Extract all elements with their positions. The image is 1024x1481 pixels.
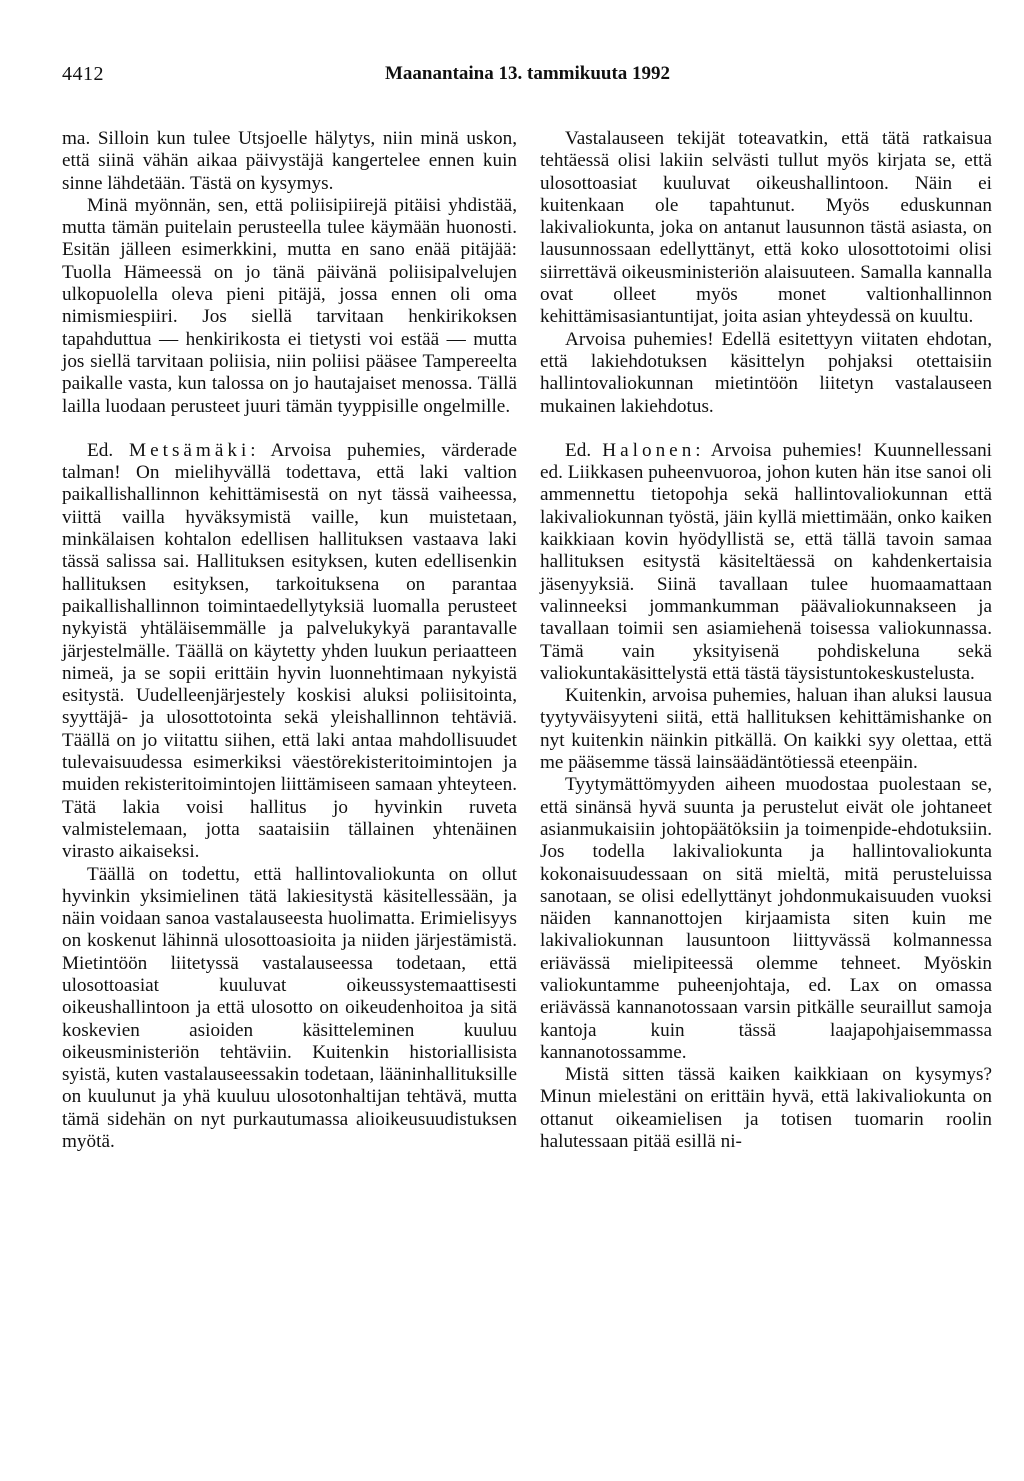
speaker-prefix: Ed. (565, 439, 592, 461)
speaker-name: Metsämäki (129, 439, 251, 461)
speech-paragraph (540, 440, 992, 685)
speaker-separator: : (250, 439, 256, 461)
speaker-separator: : (695, 439, 701, 461)
paragraph: Täällä on todettu, että hallintovaliokunta on ollut hyvinkin yksimielinen tätä lakiesitystä käsitellessään, ja näin voidaan sanoa vastalauseesta huolimatta. Erimielisyys on koskenut lähinnä ulosottoasioita ja niiden järjestämistä. Mietintöön liitetyssä vastalauseessa todetaan, että ulosottoasiat kuuluvat oikeussystemaattisesti oikeushallintoon ja että ulosotto on oikeudenhoitoa ja sitä koskevien asioiden käsitteleminen kuuluu oikeusministeriön tehtäviin. Kuitenkin historiallisista syistä, kuten vastalauseessakin todetaan, lääninhallituksille on kuulunut ja yhä kuuluu ulosotonhaltijan tehtävä, mutta tämä sidehän on nyt purkautumassa alioikeusuudistuksen myötä. (62, 863, 517, 1153)
paragraph: Vastalauseen tekijät toteavatkin, että tätä ratkaisua tehtäessä olisi lakiin selvästi tullut myös kirjata se, että ulosottoasiat kuuluvat oikeushallintoon. Näin ei kuitenkaan ole tapahtunut. Myös eduskunnan lakivaliokunta, joka on antanut lausunnon tästä asiasta, on lausunnossaan edellyttänyt, että koko ulosottotoimi olisi siirrettävä oikeusministeriön alaisuuteen. Samalla kannalla ovat olleet myös monet valtionhallinnon kehittämisasiantuntijat, joita asian yhteydessä on kuultu. (540, 128, 992, 328)
right-column (540, 128, 992, 1153)
paragraph: Arvoisa puhemies! Edellä esitettyyn viitaten ehdotan, että lakiehdotuksen käsittelyn pohjaksi otettaisiin hallintovaliokunnan mietintöön liitetyn vastalauseen mukainen lakiehdotus. (540, 328, 992, 417)
paragraph: ma. Silloin kun tulee Utsjoelle hälytys, niin minä uskon, että siinä vähän aikaa päivystäjä kangertelee ennen kuin sinne lähdetään. Tästä on kysymys. (62, 128, 517, 194)
speaker-prefix: Ed. (87, 439, 114, 461)
page-header-title: Maanantaina 13. tammikuuta 1992 (385, 63, 671, 84)
speech-paragraph (62, 440, 517, 864)
speech-text: Arvoisa puhemies! Kuunnellessani ed. Liikkasen puheenvuoroa, johon kuten hän itse sanoi oli ammennettu tietopohja sekä hallintovaliokunnan että lakivaliokunnan työstä, jäin kyllä miettimään, onko kaiken kaikkiaan kovin hyödyllistä se, että tällä tavoin samaa hallituksen esitystä käsiteltäessä on kahdenkertaisia jäsenyyksiä. Siinä tavallaan tulee huomaamattaan valinneeksi jommankumman päävaliokunnakseen ja tavallaan toimii sen asiamiehenä toisessa valiokunnassa. Tämä vain yksityisenä pohdiskeluna sekä valiokuntakäsittelystä että tästä täysistuntokeskustelusta. (540, 439, 992, 684)
speaker-name: Halonen (602, 439, 696, 461)
paragraph: Kuitenkin, arvoisa puhemies, haluan ihan aluksi lausua tyytyväisyyteni siitä, että hallituksen kehittämishanke on nyt kuitenkin näinkin pitkällä. On kaikki syy olettaa, että me pääsemme tässä lainsäädäntötiessä eteenpäin. (540, 685, 992, 774)
page-number: 4412 (62, 63, 104, 85)
paragraph: Tyytymättömyyden aiheen muodostaa puolestaan se, että sinänsä hyvä suunta ja perustelut eivät ole johtaneet asianmukaisiin johtopäätöksiin ja toimenpide-ehdotuksiin. Jos todella lakivaliokunta ja hallintovaliokunta kokonaisuudessaan on sitä mieltä, mitä perusteluissa sanotaan, se olisi edellyttänyt johdonmukaisuuden vuoksi näiden kannanottojen kirjaamista siten kuin me lakivaliokunnan lausuntoon liittyvässä kolmannessa eriävässä mielipiteessä olemme tehneet. Myöskin valiokuntamme puheenjohtaja, ed. Lax on omassa eriävässä kannanotossaan varsin pitkälle seuraillut samoja kantoja kuin tässä laajapohjaisemmassa kannanotossamme. (540, 774, 992, 1063)
left-column (62, 128, 517, 1153)
speech-text: Arvoisa puhemies, värderade talman! On mielihyvällä todettava, että laki valtion paikallishallinnon kehittämisestä on nyt tässä vaiheessa, viittä vailla hyväksymistä vaille, kun muistetaan, minkälaisen kohtalon edellisen hallituksen vastaava laki tässä salissa sai. Hallituksen esityksen, kuten edellisenkin hallituksen esityksen, tarkoituksena on parantaa paikallishallinnon toimintaedellytyksiä luomalla perusteet nykyistä yhtäläisemmälle ja palvelukykyä parantavalle järjestelmälle. Täällä on käytetty yhden luukun periaatteen nimeä, ja se sopii erittäin hyvin luonnehtimaan nykyistä esitystä. Uudelleenjärjestely koskisi aluksi poliisitointa, syyttäjä- ja ulosottotointa sekä yleishallinnon tehtäviä. Täällä on jo viitattu siihen, että laki antaa mahdollisuudet tulevaisuudessa esimerkiksi väestörekisteritoimintojen ja muiden rekisteritoimintojen liittämiseen samaan yhteyteen. Tätä lakia voisi hallitus jo hyvinkin ruveta valmistelemaan, jotta saataisiin tällainen yhtenäinen virasto aikaiseksi. (62, 439, 517, 863)
paragraph: Mistä sitten tässä kaiken kaikkiaan on kysymys? Minun mielestäni on erittäin hyvä, että lakivaliokunta on ottanut oikeamielisen ja totisen tuomarin roolin halutessaan pitää esillä ni- (540, 1064, 992, 1153)
paragraph: Minä myönnän, sen, että poliisipiirejä pitäisi yhdistää, mutta tämän puitelain perusteella tulee käymään huonosti. Esitän jälleen esimerkkini, mutta en sano enää pitäjää: Tuolla Hämeessä on jo tänä päivänä poliisipalvelujen ulkopuolella oleva pieni pitäjä, jossa ennen oli oma nimismiespiiri. Jos siellä tarvitaan henkirikoksen tapahduttua — henkirikosta ei tietysti voi estää — mutta jos siellä tarvitaan poliisia, niin poliisi pääsee Tampereelta paikalle vasta, kun talossa on jo hautajaiset menossa. Tällä lailla luodaan perusteet juuri tämän tyyppisille ongelmille. (62, 194, 517, 417)
